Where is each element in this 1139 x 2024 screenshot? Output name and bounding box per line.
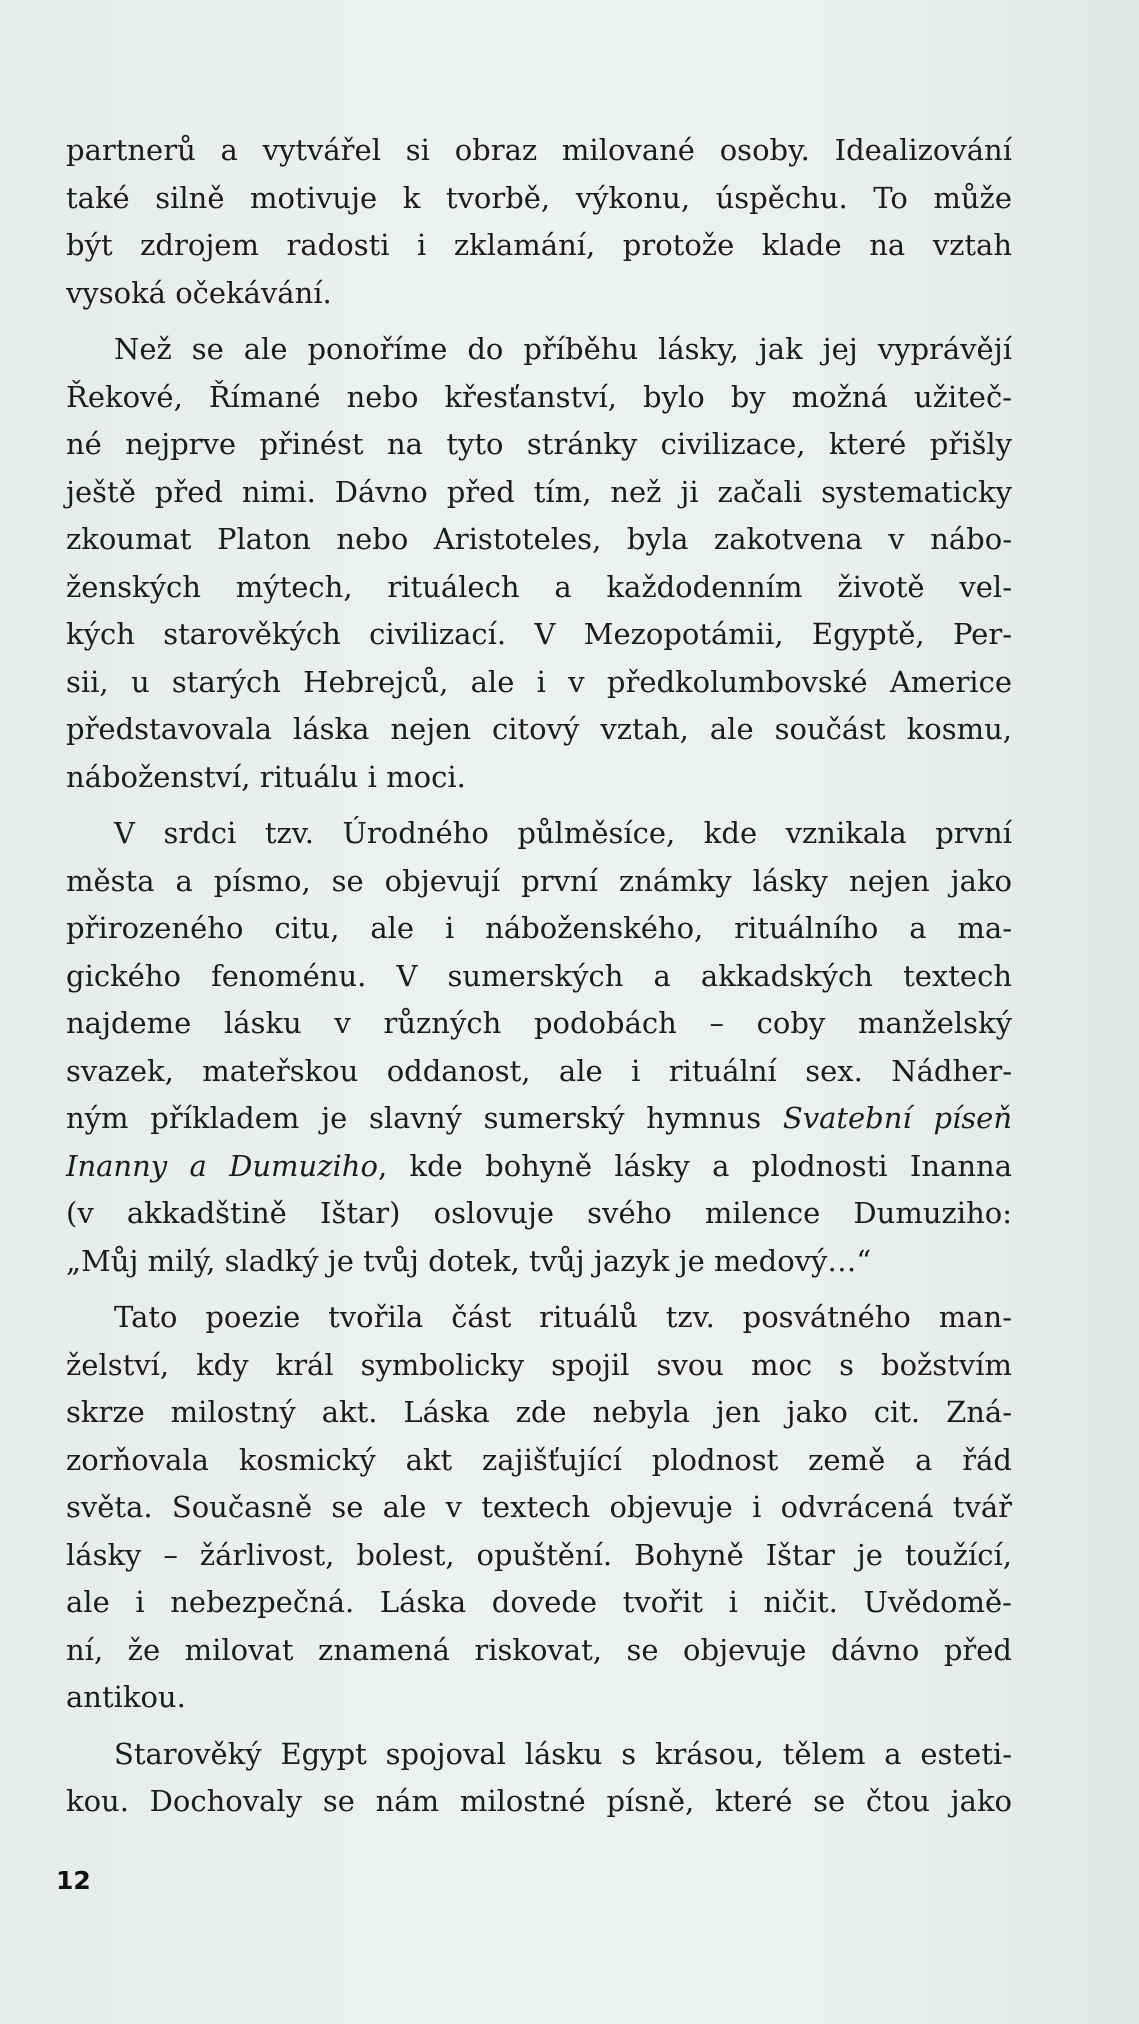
text-line: Tato poezie tvořila část rituálů tzv. posvátného man- bbox=[114, 1300, 1012, 1334]
text-line: zorňovala kosmický akt zajišťující plodnost země a řád bbox=[66, 1442, 1012, 1477]
text-line: také silně motivuje k tvorbě, výkonu, úspěchu. To může bbox=[66, 180, 1012, 215]
text-line: ale i nebezpečná. Láska dovede tvořit i ničit. Uvědomě- bbox=[66, 1585, 1012, 1619]
text-line: sii, u starých Hebrejců, ale i v předkolumbovské Americe bbox=[66, 664, 1012, 699]
text-line: ještě před nimi. Dávno před tím, než ji začali systematicky bbox=[66, 474, 1012, 509]
text-line: V srdci tzv. Úrodného půlměsíce, kde vznikala první bbox=[114, 816, 1012, 850]
text-line: zkoumat Platon nebo Aristoteles, byla zakotvena v nábo- bbox=[66, 522, 1012, 556]
text-line: želství, kdy král symbolicky spojil svou moc s božstvím bbox=[66, 1347, 1012, 1382]
text-line: partnerů a vytvářel si obraz milované osoby. Idealizování bbox=[66, 133, 1012, 167]
text-line: ní, že milovat znamená riskovat, se objevuje dávno před bbox=[66, 1632, 1012, 1667]
text-line: kých starověkých civilizací. V Mezopotámii, Egyptě, Per- bbox=[66, 617, 1012, 651]
text-line: vysoká očekávání. bbox=[66, 275, 332, 310]
text-line: antikou. bbox=[66, 1680, 186, 1714]
paragraph-1 bbox=[66, 127, 1012, 317]
paragraph-3 bbox=[66, 810, 1012, 1285]
text-line: být zdrojem radosti i zklamání, protože klade na vztah bbox=[66, 228, 1012, 262]
paragraph-2 bbox=[66, 326, 1012, 801]
text-line: Než se ale ponoříme do příběhu lásky, jak jej vyprávějí bbox=[114, 332, 1012, 366]
text-line: představovala láska nejen citový vztah, ale součást kosmu, bbox=[66, 712, 1012, 746]
text-line: gického fenoménu. V sumerských a akkadských textech bbox=[66, 958, 1012, 993]
page-number: 12 bbox=[56, 1866, 91, 1895]
text-line: světa. Současně se ale v textech objevuje i odvrácená tvář bbox=[66, 1490, 1012, 1524]
text-line-mixed bbox=[66, 1095, 1012, 1143]
text-line: lásky – žárlivost, bolest, opuštění. Bohyně Ištar je toužící, bbox=[66, 1537, 1012, 1572]
text-line: „Můj milý, sladký je tvůj dotek, tvůj jazyk je medový…“ bbox=[66, 1243, 872, 1278]
text-line: najdeme lásku v různých podobách – coby manželský bbox=[66, 1006, 1012, 1040]
text-line: skrze milostný akt. Láska zde nebyla jen jako cit. Zná- bbox=[66, 1395, 1012, 1429]
text-line: Starověký Egypt spojoval lásku s krásou, tělem a esteti- bbox=[114, 1736, 1012, 1771]
text-line: kou. Dochovaly se nám milostné písně, které se čtou jako bbox=[66, 1784, 1012, 1818]
text-line: né nejprve přinést na tyto stránky civilizace, které přišly bbox=[66, 427, 1012, 461]
text-run: ným příkladem je slavný sumerský hymnus bbox=[66, 1101, 762, 1135]
body-text bbox=[66, 127, 1012, 1826]
text-line: přirozeného citu, ale i náboženského, rituálního a ma- bbox=[66, 911, 1012, 945]
italic-title: Inanny a Dumuziho bbox=[66, 1148, 378, 1183]
text-line: svazek, mateřskou oddanost, ale i rituální sex. Nádher- bbox=[66, 1053, 1012, 1088]
text-run: , kde bohyně lásky a plodnosti Inanna bbox=[377, 1148, 1012, 1183]
paragraph-5 bbox=[66, 1731, 1012, 1826]
text-line: Řekové, Římané nebo křesťanství, bylo by možná užiteč- bbox=[66, 379, 1012, 414]
italic-title: Svatební píseň bbox=[782, 1101, 1012, 1135]
text-line: náboženství, rituálu i moci. bbox=[66, 759, 466, 794]
text-line-mixed bbox=[66, 1143, 1012, 1191]
text-line: (v akkadštině Ištar) oslovuje svého milence Dumuziho: bbox=[66, 1196, 1012, 1230]
paragraph-4 bbox=[66, 1294, 1012, 1722]
text-line: města a písmo, se objevují první známky lásky nejen jako bbox=[66, 863, 1012, 898]
text-line: ženských mýtech, rituálech a každodenním životě vel- bbox=[66, 569, 1012, 604]
